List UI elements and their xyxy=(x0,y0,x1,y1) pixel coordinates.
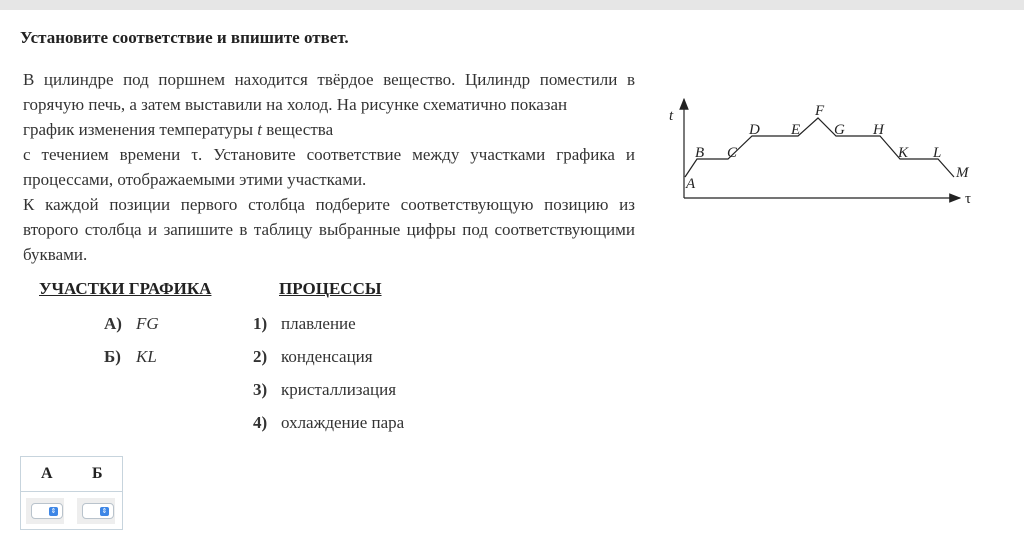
left-item-b: Б) KL xyxy=(104,347,157,366)
y-axis-label: t xyxy=(669,108,674,124)
left-item-a: А) FG xyxy=(104,314,159,333)
answer-table xyxy=(20,456,123,530)
point-label-b: B xyxy=(695,145,705,161)
graph-sections-header: УЧАСТКИ ГРАФИКА xyxy=(39,279,212,298)
task-text xyxy=(23,67,635,267)
point-label-k: K xyxy=(898,145,909,161)
graph-curve xyxy=(685,118,954,177)
point-label-h: H xyxy=(873,122,884,138)
select-arrows-icon: ⇕ xyxy=(50,507,57,515)
point-label-l: L xyxy=(933,145,942,161)
table-divider xyxy=(21,491,122,492)
task-paragraph-1: В цилиндре под поршнем находится твёрдое вещество. Цилиндр поместили в горячую печь, а затем выставили на холод. На рисунке схематично показан xyxy=(23,70,635,114)
task-paragraph-2: с течением времени τ. Установите соответствие между участками графика и процессами, отображаемыми этими участками. xyxy=(23,145,635,189)
point-label-a: A xyxy=(686,176,696,192)
answer-select-b[interactable] xyxy=(82,503,114,519)
task-paragraph-3: К каждой позиции первого столбца подберите соответствующую позицию из второго столбца и запишите в таблицу выбранные цифры под соответствующими буквами. xyxy=(23,195,635,264)
process-item-2: 2) конденсация xyxy=(253,347,373,366)
task-heading: Установите соответствие и впишите ответ. xyxy=(20,28,349,47)
point-label-m: M xyxy=(956,165,969,181)
process-item-3: 3) кристаллизация xyxy=(253,380,397,399)
select-arrows-icon: ⇕ xyxy=(101,507,108,515)
task-paragraph-1-tail: график изменения температуры t вещества xyxy=(23,120,334,139)
x-axis-label: τ xyxy=(965,191,972,207)
process-item-1: 1) плавление xyxy=(253,314,356,333)
point-label-c: C xyxy=(727,145,738,161)
point-label-d: D xyxy=(749,122,760,138)
point-label-e: E xyxy=(791,122,801,138)
temperature-graph xyxy=(660,95,990,215)
answer-header-b: Б xyxy=(92,465,103,482)
answer-cell-a xyxy=(26,498,64,524)
processes-header: ПРОЦЕССЫ xyxy=(279,279,382,298)
answer-header-a: А xyxy=(41,465,53,482)
point-label-f: F xyxy=(815,103,825,119)
answer-select-a[interactable] xyxy=(31,503,63,519)
top-bar xyxy=(0,0,1024,10)
answer-cell-b xyxy=(77,498,115,524)
point-label-g: G xyxy=(834,122,845,138)
process-item-4: 4) охлаждение пара xyxy=(253,413,405,432)
